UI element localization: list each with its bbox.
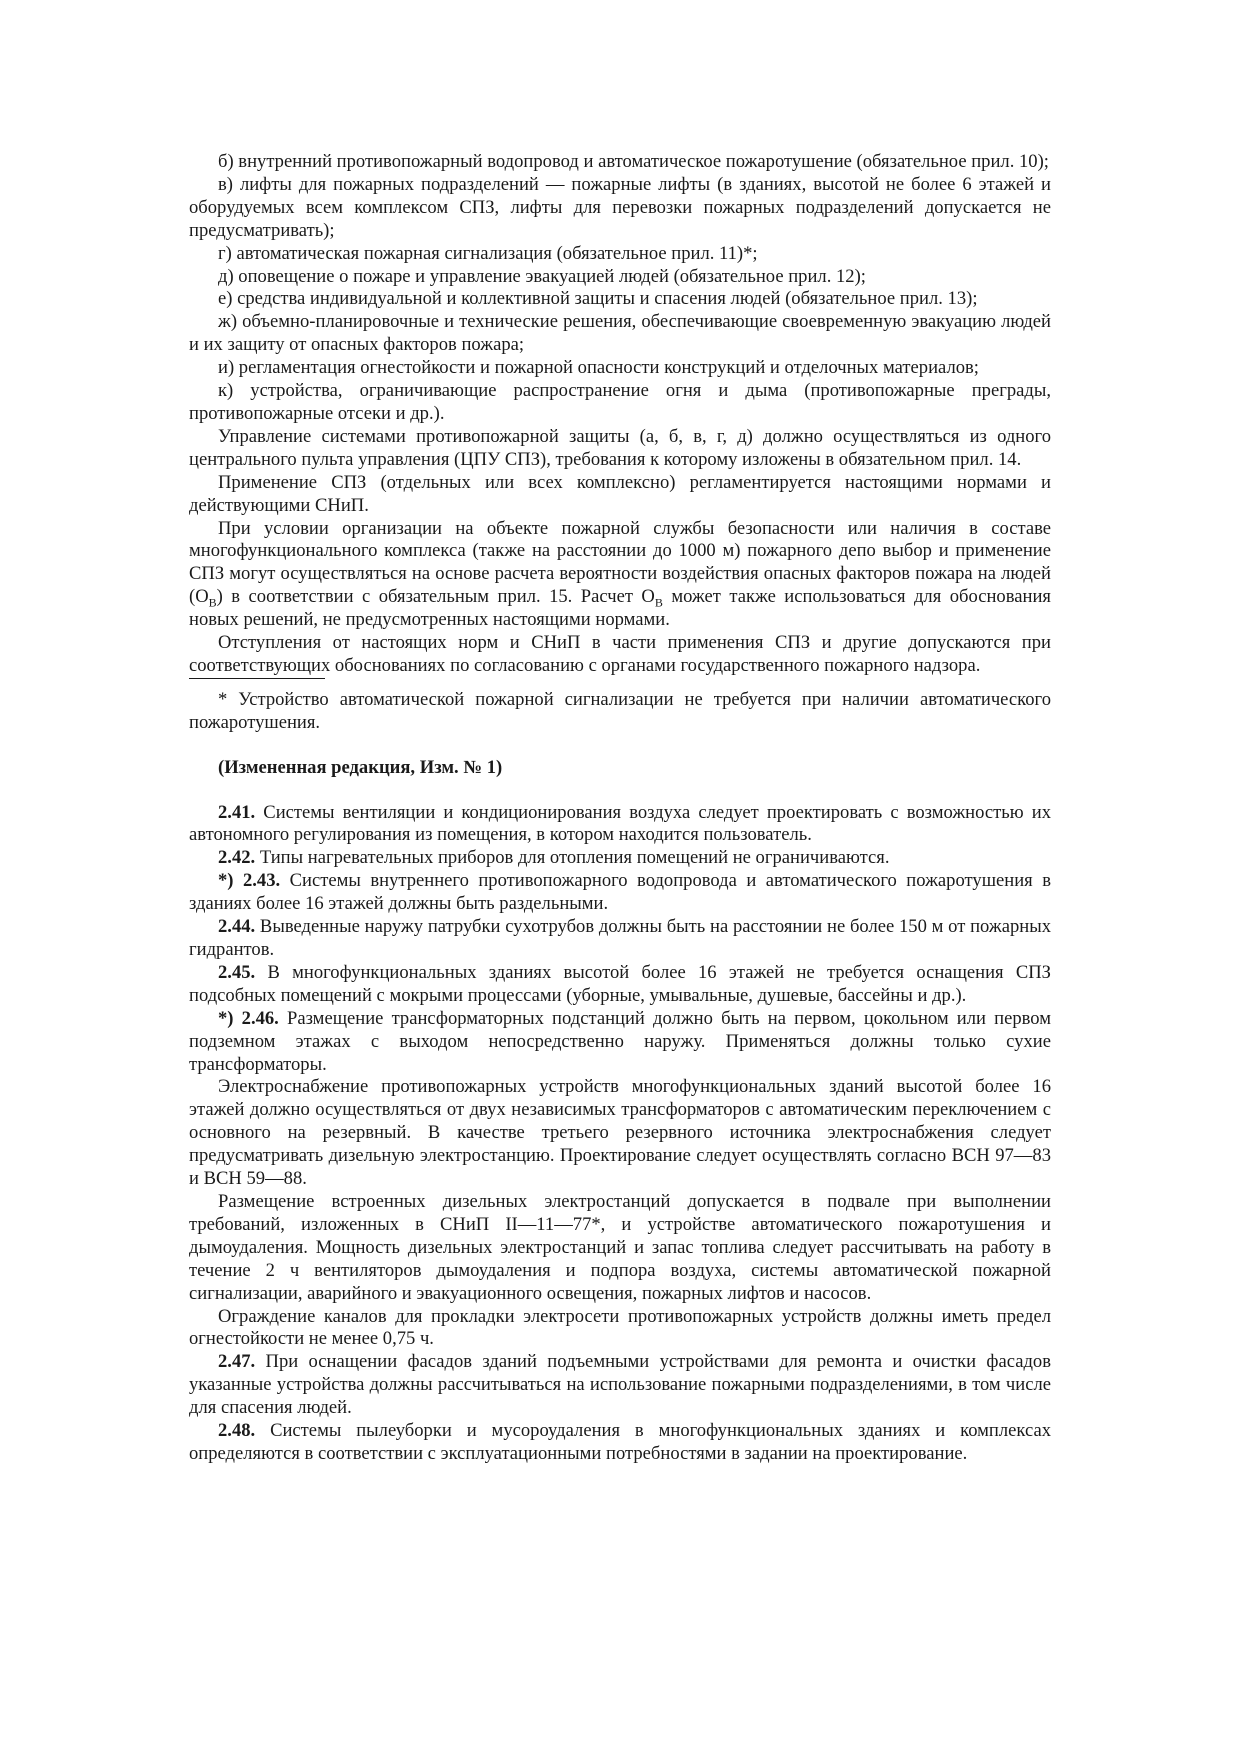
section-2-45	[189, 962, 1051, 1008]
paragraph-item-k: к) устройства, ограничивающие распространение огня и дыма (противопожарные преграды, противопожарные отсеки и др.).	[189, 380, 1051, 424]
amendment-note: (Измененная редакция, Изм. № 1)	[218, 756, 503, 778]
section-number: *) 2.46.	[218, 1007, 279, 1029]
paragraph-item-g: г) автоматическая пожарная сигнализация (обязательное прил. 11)*;	[218, 242, 758, 264]
paragraph-control-center: Управление системами противопожарной защиты (а, б, в, г, д) должно осуществляться из одного центрального пульта управления (ЦПУ СПЗ), требования к которому изложены в обязательном прил. 14.	[189, 425, 1051, 470]
section-number: 2.48.	[218, 1420, 256, 1442]
section-2-47	[189, 1351, 1051, 1420]
section-text: При оснащении фасадов зданий подъемными устройствами для ремонта и очистки фасадов указанные устройства должны рассчитываться на использование пожарными подразделениями, в том числе для спасения людей.	[189, 1351, 1051, 1419]
section-2-42	[189, 847, 1051, 870]
section-number: 2.47.	[218, 1351, 256, 1373]
section-number: *) 2.43.	[218, 870, 281, 892]
section-2-41	[189, 802, 1051, 848]
paragraph-diesel-stations: Размещение встроенных дизельных электростанций допускается в подвале при выполнении требований, изложенных в СНиП II—11—77*, и устройстве автоматического пожаротушения и дымоудаления. Мощность дизельных электростанций и запас топлива следует рассчитывать на работу в течение 2 ч вентиляторов дымоудаления и подпора воздуха, системы автоматической пожарной сигнализации, аварийного и эвакуационного освещения, пожарных лифтов и насосов.	[189, 1190, 1051, 1304]
section-text: Выведенные наружу патрубки сухотрубов должны быть на расстоянии не более 150 м от пожарных гидрантов.	[189, 916, 1051, 960]
paragraph-deviations: Отступления от настоящих норм и СНиП в части применения СПЗ и другие допускаются при соответствующих обоснованиях по согласованию с органами государственного пожарного надзора.	[189, 632, 1051, 676]
section-number: 2.42.	[218, 847, 256, 869]
section-text: Типы нагревательных приборов для отопления помещений не ограничиваются.	[255, 847, 890, 869]
paragraph-item-e: е) средства индивидуальной и коллективной защиты и спасения людей (обязательное прил. 13);	[218, 288, 978, 310]
section-number: 2.44.	[218, 916, 256, 938]
section-text: Системы вентиляции и кондиционирования воздуха следует проектировать с возможностью их автономного регулирования из помещения, в котором находится пользователь.	[189, 801, 1051, 846]
paragraph-item-v: в) лифты для пожарных подразделений — пожарные лифты (в зданиях, высотой не более 6 этажей и оборудуемых всем комплексом СПЗ, лифты для перевозки пожарных подразделений допускается не предусматривать);	[189, 173, 1051, 241]
paragraph-application: Применение СПЗ (отдельных или всех комплексно) регламентируется настоящими нормами и действующими СНиП.	[189, 471, 1051, 516]
risk-text-part1: При условии организации на объекте пожарной службы безопасности или наличия в составе многофункционального комплекса (также на расстоянии до 1000 м) пожарного депо выбор и применение СПЗ могут осуществляться на основе расчета вероятности воздействия опасных факторов пожара на людей (O	[189, 517, 1051, 608]
section-2-48	[189, 1420, 1051, 1466]
risk-text-part2: ) в соответствии с обязательным прил. 15. Расчет O	[216, 586, 655, 608]
spacer	[189, 780, 1051, 802]
document-page	[189, 151, 1051, 1466]
risk-subscript-1: B	[208, 595, 217, 610]
risk-subscript-2: B	[654, 595, 663, 610]
footnote-divider	[189, 678, 325, 679]
section-2-46	[189, 1008, 1051, 1077]
section-2-44	[189, 916, 1051, 962]
paragraph-item-i: и) регламентация огнестойкости и пожарной опасности конструкций и отделочных материалов;	[218, 357, 979, 379]
section-text: В многофункциональных зданиях высотой более 16 этажей не требуется оснащения СПЗ подсобных помещений с мокрыми процессами (уборные, умывальные, душевые, бассейны и др.).	[189, 961, 1051, 1006]
risk-text-part3: может также использоваться для обоснования новых решений, не предусмотренных настоящими нормами.	[189, 586, 1051, 631]
paragraph-channel-enclosure: Ограждение каналов для прокладки электросети противопожарных устройств должны иметь предел огнестойкости не менее 0,75 ч.	[189, 1305, 1051, 1350]
paragraph-item-d: д) оповещение о пожаре и управление эвакуацией людей (обязательное прил. 12);	[218, 265, 866, 287]
section-number: 2.45.	[218, 961, 256, 983]
section-text: Системы внутреннего противопожарного водопровода и автоматического пожаротушения в зданиях более 16 этажей должны быть раздельными.	[189, 870, 1051, 915]
footnote-text: * Устройство автоматической пожарной сигнализации не требуется при наличии автоматического пожаротушения.	[189, 688, 1051, 733]
section-text: Системы пылеуборки и мусороудаления в многофункциональных зданиях и комплексах определяются в соответствии с эксплуатационными потребностями в задании на проектирование.	[189, 1420, 1051, 1464]
section-2-43	[189, 870, 1051, 916]
paragraph-power-supply: Электроснабжение противопожарных устройств многофункциональных зданий высотой более 16 этажей должно осуществляться от двух независимых трансформаторов с автоматическим переключением с основного на резервный. В качестве третьего резервного источника электроснабжения следует предусматривать дизельную электростанцию. Проектирование следует осуществлять согласно ВСН 97—83 и ВСН 59—88.	[189, 1076, 1051, 1190]
paragraph-item-b: б) внутренний противопожарный водопровод и автоматическое пожаротушение (обязательное прил. 10);	[218, 151, 1049, 172]
section-number: 2.41.	[218, 801, 256, 823]
paragraph-item-zh: ж) объемно-планировочные и технические решения, обеспечивающие своевременную эвакуацию людей и их защиту от опасных факторов пожара;	[189, 311, 1051, 356]
section-text: Размещение трансформаторных подстанций должно быть на первом, цокольном или первом подземном этажах с выходом непосредственно наружу. Применяться должны только сухие трансформаторы.	[189, 1007, 1052, 1075]
spacer	[189, 735, 1051, 757]
paragraph-risk-calculation	[189, 518, 1051, 633]
